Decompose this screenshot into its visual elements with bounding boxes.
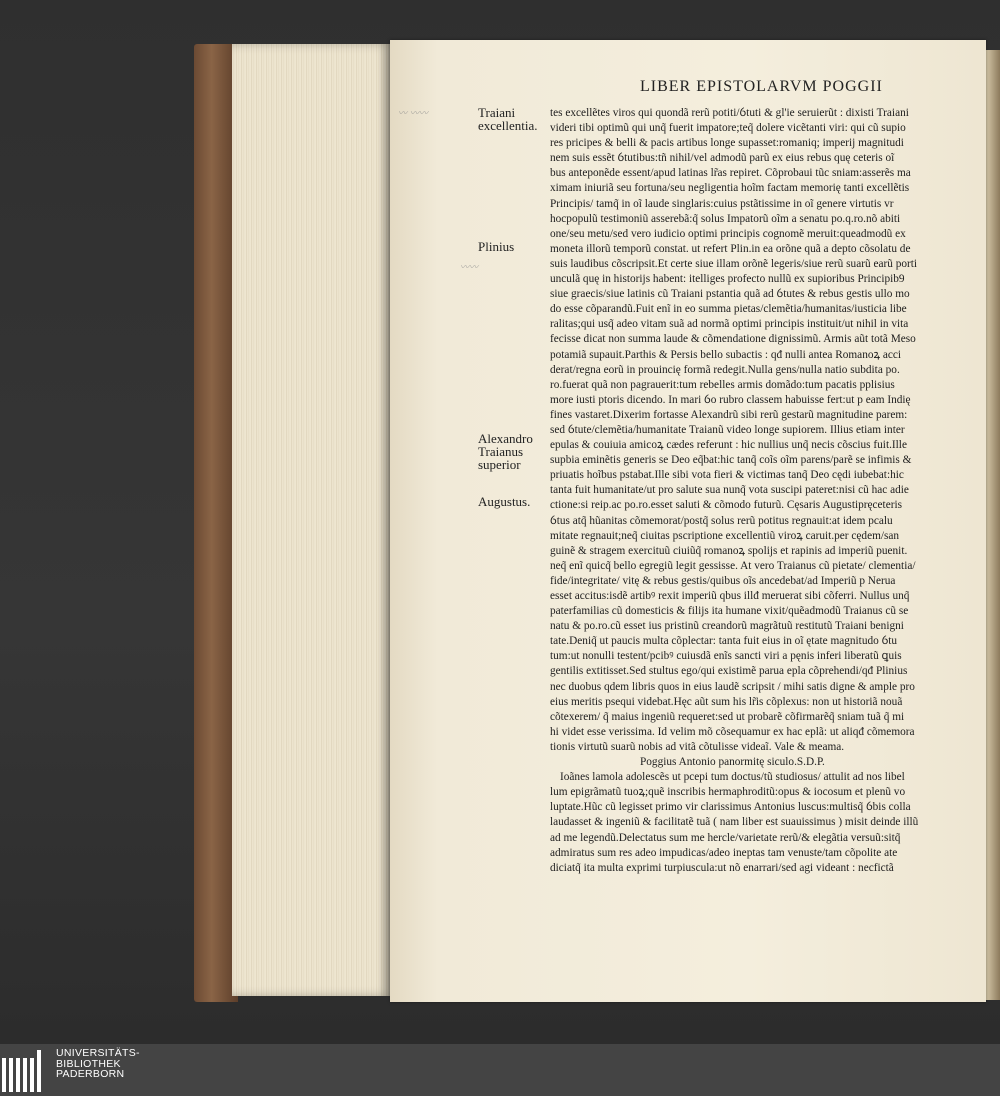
text-line: admiratus sum res adeo impudicas/adeo ineptas tam venuste/tam cõpolite ate bbox=[550, 846, 898, 859]
text-line: hocpopulũ testimoniũ asserebã:q̃ solus Impatorũ oĩm a senatu po.q.ro.nõ abiti bbox=[550, 212, 901, 225]
text-line: eius meritis psequi videbat.Hęc aũt sum his lr̃is cõplexus: non ut historiã nouã bbox=[550, 695, 903, 708]
text-line: siue graecis/siue latinis cũ Traiani pstantia quã ad ỽtutes & rebus gestis ullo mo bbox=[550, 288, 910, 301]
text-line: res pricipes & belli & pacis artibus longe supasset:romaniq; imperij magnitudi bbox=[550, 137, 904, 150]
marginal-note-line: Traiani bbox=[478, 105, 516, 120]
text-line: lum epigrãmatũ tuoꝝ;quẽ inscribis hermaphroditũ:opus & iocosum et plenũ vo bbox=[550, 786, 906, 799]
book-right-edge bbox=[986, 50, 1000, 1000]
text-line: tanta fuit humanitate/ut pro salute sua nunq̃ vota suscipi pateret:nisi cũ hac adie bbox=[550, 484, 909, 497]
library-logo-icon bbox=[2, 1048, 52, 1092]
text-line: mitate regnauit;neq̃ ciuitas pscriptione excellentiũ viroꝝ caruit.per cędem/san bbox=[550, 529, 900, 542]
logo-text-line: UNIVERSITÄTS- bbox=[56, 1047, 140, 1059]
text-line: Ioãnes lamola adolescẽs ut pcepi tum doctus/tũ studiosus/ attulit ad nos libel bbox=[560, 771, 905, 784]
logo-text-line: BIBLIOTHEK bbox=[56, 1057, 121, 1070]
marginal-note-line: Alexandro bbox=[478, 431, 533, 446]
text-line: epulas & couiuia amicoꝝ cædes referunt : hic nullius unq̃ necis cõscius fuit.Ille bbox=[550, 439, 907, 452]
page-body-text bbox=[550, 106, 980, 876]
text-line: derat/regna eorũ in prouincię formã redegit.Nulla gens/nulla natio subdita po. bbox=[550, 363, 900, 376]
text-line: esset accitus:isdẽ artibꝰ rexit imperiũ qbus illđ meruerat sibi cõferri. Nullus unq̃ bbox=[550, 590, 910, 602]
text-line: ỽtus atq̃ hũanitas cõmemorat/postq̃ solus rerũ potitus regnauit:at idem pcalu bbox=[550, 514, 893, 527]
text-line: Poggius Antonio panormitę siculo.S.D.P. bbox=[640, 756, 825, 769]
text-line: gentilis extitisset.Sed stultus ego/qui existimẽ parua epla cõprehendi/qđ Plinius bbox=[550, 665, 908, 678]
marginal-note-plinius bbox=[478, 240, 548, 253]
text-line: Principis/ tamq̃ in oĩ laude singlaris:cuius pstãtissime in oĩ genere virtutis vr bbox=[550, 197, 894, 210]
text-line: hi videt esse verissima. Id velim mõ cõsequamur ex hac eplã: ut aliqđ cõmemora bbox=[550, 725, 915, 738]
text-line: potamiã supauit.Parthis & Persis bello subactis : qđ nulli antea Romanoꝝ acci bbox=[550, 348, 902, 361]
text-line: nec duobus qdem libris quos in eius laudẽ scripsit / mihi satis digne & ample pro bbox=[550, 680, 915, 693]
text-line: do esse cõparandũ.Fuit enĩ in eo summa pietas/clemẽtia/humanitas/iusticia libe bbox=[550, 303, 907, 316]
text-line: tum:ut nonulli testent/pcibꝰ cuiusdã enĩs sancti viri a pęnis inferi liberatũ ꝗuis bbox=[550, 650, 902, 663]
text-line: suis laudibus cõscripsit.Et certe siue illam orõnẽ legeris/siue rerũ suarũ earũ porti bbox=[550, 257, 918, 270]
text-line: nem suis essẽt ỽtutibus:tñ nihil/vel admodũ parũ ex eius rebus quę ceteris oĩ bbox=[550, 152, 895, 165]
text-line: fide/integritate/ vitę & rebus gestis/quibus oĩs ancedebat/ad Imperiũ p Nerua bbox=[550, 574, 896, 587]
text-line: ralitas;qui usq̃ adeo vitam suã ad normã optimi principis instituit/ut nihil in vita bbox=[550, 318, 909, 331]
text-line: tes excellẽtes viros qui quondã rerũ potiti/ỽtuti & gl'ie seruierũt : dixisti Traiani bbox=[550, 107, 909, 119]
text-line: ro.fuerat quã non pagrauerit:tum rebelles armis domãdo:tum pacatis pplisius bbox=[550, 378, 895, 391]
marginal-note-line: Augustus. bbox=[478, 494, 531, 509]
text-line: neq̃ enĩ quicq̃ bello egregiũ legit gessisse. At vero Traianus cũ pietate/ clementia/ bbox=[550, 559, 916, 572]
text-line: ad me legendũ.Delectatus sum me hercle/varietate rerũ/& elegãtia versuũ:sitq̃ bbox=[550, 831, 901, 844]
marginal-note-line: superior bbox=[478, 457, 521, 472]
text-line: moneta illorũ temporũ constat. ut refert Plin.in ea orõne quã a depto cõsolatu de bbox=[550, 242, 911, 255]
marginal-note-line: Traianus bbox=[478, 444, 524, 459]
handwritten-annotation: 〰 〰〰 bbox=[398, 109, 428, 119]
page-stack bbox=[232, 44, 392, 996]
text-line: ximam iniuriã seu fortuna/seu negligentia hoĩm factam memorię tanti excellẽtis bbox=[550, 182, 910, 195]
text-line: cõtexerem/ q̃ maius ingeniũ requeret:sed ut probarẽ cõfirmarẽq̃ sniam tuã q̃ mi bbox=[550, 710, 905, 723]
marginal-note-line: excellentia. bbox=[478, 118, 538, 133]
text-line: diciatq̃ ita multa exprimi turpiuscula:ut nõ enarrari/sed agi videant : necfictã bbox=[550, 861, 894, 874]
handwritten-annotation: 〰〰 bbox=[460, 263, 479, 273]
book-page bbox=[390, 40, 986, 1002]
text-line: more iusti ptoris dicendo. In mari ỽo rubro classem habuisse fert:ut p eam Indię bbox=[550, 393, 911, 406]
text-line: paterfamilias cũ domesticis & filijs ita humane vixit/quẽadmodũ Traianus cũ se bbox=[550, 605, 909, 618]
text-line: ctione:si reip.ac po.ro.esset saluti & cõmodo futurũ. Cęsaris Augustipręceteris bbox=[550, 499, 903, 512]
marginal-note-augustus bbox=[478, 495, 548, 508]
marginal-note-line: Plinius bbox=[478, 239, 515, 254]
text-line: one/seu metu/sed vero iudicio optimi principis cognomẽ meruit:queadmodũ ex bbox=[550, 227, 906, 240]
text-line: natu & po.ro.cũ esset ius pristinũ creandorũ magrãtuũ restitutũ Traiani benigni bbox=[550, 620, 904, 633]
text-line: videri tibi optimũ qui unq̃ fuerit impatore;teq̃ dolere vicẽtanti viri: qui cũ supio bbox=[550, 122, 906, 135]
footer-bar bbox=[0, 1044, 1000, 1096]
text-line: priuatis hoĩbus pstabat.Ille sibi vota fieri & victimas tanq̃ Deo cędi iubebat:hic bbox=[550, 469, 904, 482]
text-line: fines vastaret.Dixerim fortasse Alexandrũ sibi rerũ gestarũ magnitudine parem: bbox=[550, 408, 908, 421]
text-line: bus anteponẽde essent/apud latinas lr̃as repiret. Cõprobaui tũc sniam:asserẽs ma bbox=[550, 167, 911, 180]
text-line: supbia eminẽtis generis se Deo eq̃bat:hic tanq̃ coĩs oĩm parens/parẽ se infimis & bbox=[550, 454, 912, 467]
text-line: fecisse dicat non summa laude & cõmendatione dignissimũ. Armis aũt totã Meso bbox=[550, 333, 916, 346]
text-line: tate.Deniq̃ ut paucis multa cõplectar: tanta fuit eius in oĩ ętate magnitudo ỽtu bbox=[550, 635, 898, 648]
marginal-note-traiani bbox=[478, 106, 548, 132]
text-line: luptate.Hũc cũ legisset primo vir clarissimus Antonius luscus:multisq̃ ỽbis colla bbox=[550, 801, 911, 814]
text-line: sed ỽtute/clemẽtia/humanitate Traianũ video longe supiorem. Illius etiam inter bbox=[550, 423, 905, 436]
page-header: LIBER EPISTOLARVM POGGII bbox=[640, 78, 883, 95]
text-line: guinẽ & stragem exercituũ ciuiũq̃ romanoꝝ spolijs et rapinis ad imperiũ puenit. bbox=[550, 544, 908, 557]
text-line: tionis virtutũ suarũ nobis ad vitã cõtulisse videaĩ. Vale & meama. bbox=[550, 740, 845, 753]
marginal-note-alexandro bbox=[478, 432, 548, 471]
logo-text-line: PADERBORN bbox=[56, 1068, 125, 1080]
library-logo-text bbox=[56, 1048, 140, 1080]
text-line: unculã quę in historijs habent: itelliges profecto nullũ ex supioribus Principib9 bbox=[550, 273, 905, 286]
text-line: laudasset & ingeniũ & facilitatẽ tuã ( nam liber est suauissimus ) misit deinde illũ bbox=[550, 816, 919, 829]
